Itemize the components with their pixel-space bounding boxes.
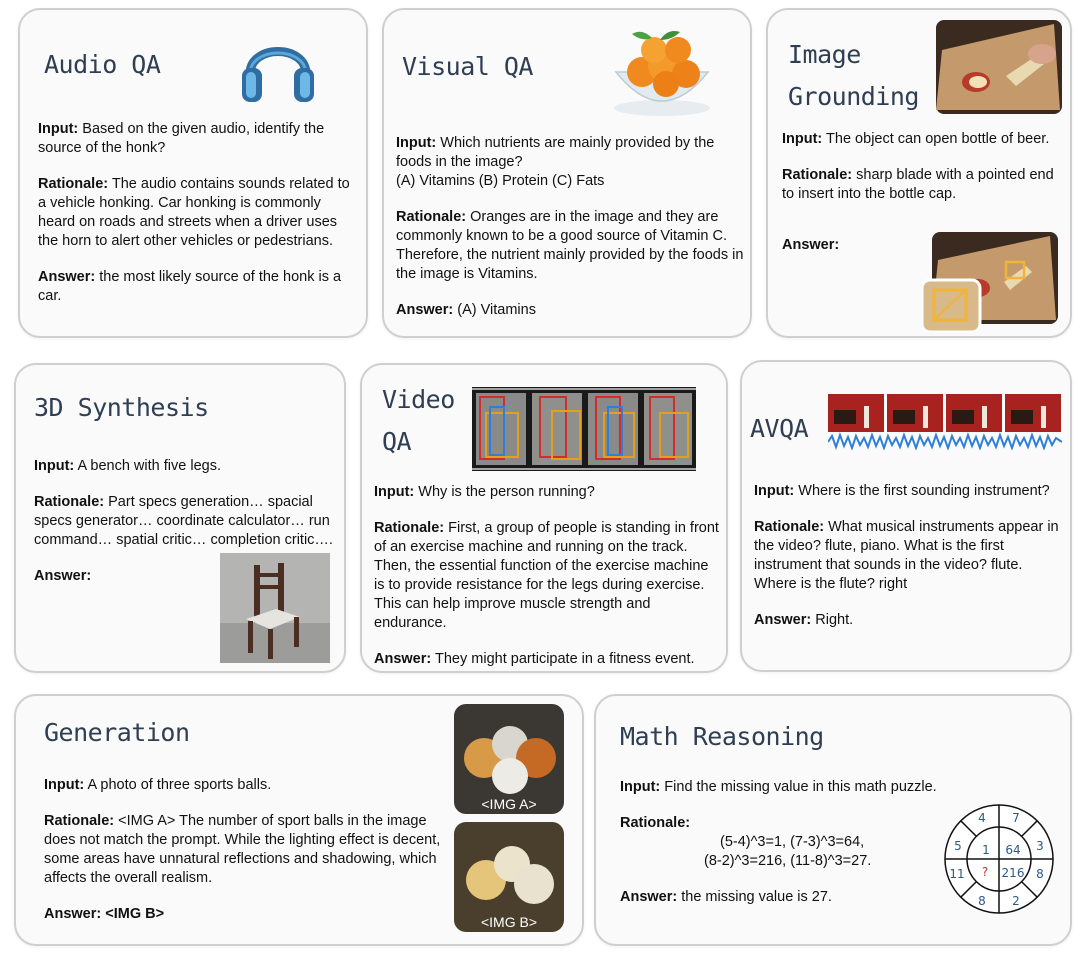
card-body — [374, 483, 719, 669]
answer-label: Answer: — [754, 612, 812, 628]
card-body — [44, 776, 444, 924]
input-text: A bench with five legs. — [77, 458, 221, 474]
rationale-line1: (5-4)^3=1, (7-3)^3=64, — [720, 834, 865, 850]
circle-puzzle-image — [942, 802, 1056, 916]
img-b-label: <IMG B> — [480, 914, 538, 930]
headphones-icon — [236, 24, 320, 108]
math-reasoning-card — [594, 694, 1072, 946]
input-text: A photo of three sports balls. — [87, 777, 272, 793]
input-label: Input: — [754, 483, 795, 499]
rationale-label: Rationale: — [620, 815, 691, 831]
puzzle-inner-0: 1 — [982, 843, 990, 857]
chair-render-image — [220, 553, 330, 663]
img-a-label: <IMG A> — [481, 796, 537, 812]
rationale-text: <IMG A> The number of sport balls in the image does not match the prompt. While the lighting effect is decent, some areas have unnatural reflections and shadowing, which affects the overall realism. — [44, 813, 441, 886]
card-title-line1: Image — [788, 40, 861, 69]
input-text: Why is the person running? — [418, 484, 595, 500]
rationale-text: First, a group of people is standing in front of an exercise machine and running on the track. Then, the essential function of the exercise machine is to provide resistance for the legs during exercise. This can help improve muscle strength and endurance. — [374, 520, 719, 631]
answer-label: Answer: — [34, 568, 92, 584]
input-text: Which nutrients are mainly provided by the foods in the image? — [396, 135, 715, 170]
puzzle-outer-7: 5 — [954, 839, 962, 853]
rationale-label: Rationale: — [38, 176, 109, 192]
card-body — [754, 482, 1069, 630]
card-title: AVQA — [750, 414, 809, 443]
answer-label: Answer: — [38, 269, 96, 285]
rationale-text: Oranges are in the image and they are commonly known to be a good source of Vitamin C. Therefore, the nutrient mainly provided by the foods in the image is Vitamins. — [396, 209, 744, 282]
input-text: Based on the given audio, identify the source of the honk? — [38, 121, 325, 156]
puzzle-outer-4: 2 — [1012, 894, 1020, 908]
puzzle-inner-2: 216 — [1001, 866, 1025, 880]
card-body — [620, 778, 950, 907]
answer-text: <IMG B> — [105, 906, 165, 922]
rationale-text: sharp blade with a pointed end to insert into the bottle cap. — [782, 167, 1054, 202]
avqa-card — [740, 360, 1072, 672]
answer-label: Answer: — [782, 237, 840, 253]
video-frames-image — [472, 387, 696, 471]
input-text: The object can open bottle of beer. — [826, 131, 1050, 147]
answer-text: (A) Vitamins — [457, 302, 536, 318]
puzzle-outer-5: 8 — [978, 894, 986, 908]
input-text: Find the missing value in this math puzzle. — [664, 779, 937, 795]
puzzle-outer-6: 11 — [949, 867, 965, 881]
visual-qa-card — [382, 8, 752, 338]
puzzle-outer-3: 8 — [1036, 867, 1044, 881]
audio-qa-card — [18, 8, 368, 338]
input-label: Input: — [374, 484, 415, 500]
rationale-label: Rationale: — [754, 519, 825, 535]
answer-label: Answer: — [374, 651, 432, 667]
input-label: Input: — [34, 458, 75, 474]
grounding-answer-image — [922, 232, 1058, 332]
puzzle-inner-3: ? — [981, 865, 989, 879]
generation-card — [14, 694, 584, 946]
input-label: Input: — [620, 779, 661, 795]
puzzle-outer-2: 3 — [1036, 839, 1044, 853]
rationale-label: Rationale: — [374, 520, 445, 536]
rationale-label: Rationale: — [396, 209, 467, 225]
options-text: (A) Vitamins (B) Protein (C) Fats — [396, 173, 605, 189]
puzzle-outer-0: 4 — [978, 811, 986, 825]
rationale-line2: (8-2)^3=216, (11-8)^3=27. — [704, 853, 872, 869]
audio-waveform-image — [828, 394, 1062, 450]
rationale-label: Rationale: — [44, 813, 115, 829]
input-label: Input: — [38, 121, 79, 137]
card-body — [396, 134, 748, 320]
card-body — [38, 120, 353, 306]
card-title: 3D Synthesis — [34, 393, 209, 422]
cutting-board-image — [936, 20, 1062, 114]
answer-label: Answer: — [396, 302, 454, 318]
input-label: Input: — [396, 135, 437, 151]
input-label: Input: — [44, 777, 85, 793]
answer-label: Answer: — [620, 889, 678, 905]
synthesis-3d-card — [14, 363, 346, 673]
card-title-line1: Video — [382, 385, 455, 414]
card-title: Audio QA — [44, 50, 161, 79]
rationale-text: The audio contains sounds related to a vehicle honking. Car honking is commonly heard on roads and streets when a driver uses the horn to alert other vehicles or pedestrians. — [38, 176, 350, 249]
card-title-line2: QA — [382, 427, 412, 456]
input-text: Where is the first sounding instrument? — [798, 483, 1050, 499]
rationale-label: Rationale: — [34, 494, 105, 510]
card-title: Visual QA — [402, 52, 533, 81]
card-title-line2: Grounding — [788, 82, 919, 111]
answer-text: the most likely source of the honk is a car. — [38, 269, 342, 304]
card-title: Math Reasoning — [620, 722, 824, 751]
card-title: Generation — [44, 718, 190, 747]
rationale-text: What musical instruments appear in the video? flute, piano. What is the first instrument that sounds in the video? flute. Where is the flute? right — [754, 519, 1059, 592]
rationale-text: Part specs generation… spacial specs generator… coordinate calculator… run command… spatial critic… completion critic…. — [34, 494, 333, 548]
rationale-label: Rationale: — [782, 167, 853, 183]
answer-label: Answer: — [44, 906, 102, 922]
answer-text: the missing value is 27. — [681, 889, 832, 905]
answer-text: They might participate in a fitness event. — [435, 651, 695, 667]
oranges-bowl-image — [602, 20, 722, 120]
input-label: Input: — [782, 131, 823, 147]
puzzle-inner-1: 64 — [1005, 843, 1021, 857]
answer-text: Right. — [815, 612, 854, 628]
image-grounding-card — [766, 8, 1072, 338]
puzzle-outer-1: 7 — [1012, 811, 1020, 825]
video-qa-card — [360, 363, 728, 673]
